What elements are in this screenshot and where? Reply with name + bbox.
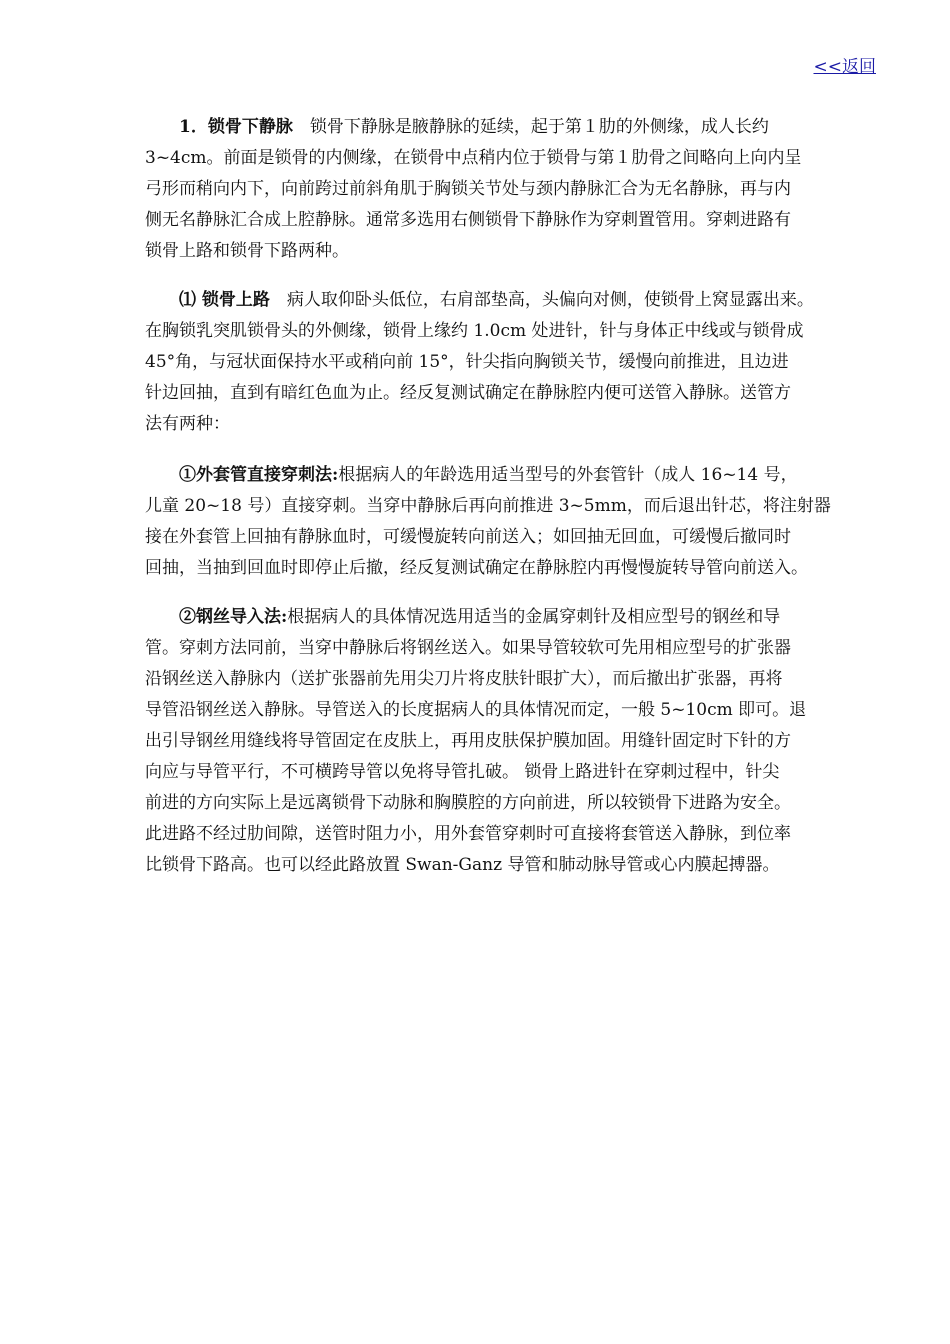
para-line: 管。穿刺方法同前，当穿中静脉后将钢丝送入。如果导管较软可先用相应型号的扩张器	[145, 638, 791, 658]
para-line	[145, 602, 877, 633]
para-line: 在胸锁乳突肌锁骨头的外侧缘，锁骨上缘约 1.0cm 处进针，针与身体正中线或与锁骨成	[145, 321, 804, 341]
para-line: 回抽，当抽到回血时即停止后撤，经反复测试确定在静脉腔内再慢慢旋转导管向前送入。	[145, 558, 808, 578]
para-line: 接在外套管上回抽有静脉血时，可缓慢旋转向前送入；如回抽无回血，可缓慢后撤同时	[145, 527, 791, 547]
para-line: 儿童 20~18 号）直接穿刺。当穿中静脉后再向前推进 3~5mm，而后退出针芯，将注射器	[145, 496, 831, 516]
para-line: 沿钢丝送入静脉内（送扩张器前先用尖刀片将皮肤针眼扩大），而后撤出扩张器，再将	[145, 669, 783, 689]
para-line	[145, 460, 877, 491]
para-line: 弓形而稍向内下，向前跨过前斜角肌于胸锁关节处与颈内静脉汇合为无名静脉，再与内	[145, 179, 791, 199]
back-link[interactable]: <<返回	[813, 57, 876, 77]
para-line: 出引导钢丝用缝线将导管固定在皮肤上，再用皮肤保护膜加固。用缝针固定时下针的方	[145, 731, 791, 751]
para-line: 导管沿钢丝送入静脉。导管送入的长度据病人的具体情况而定，一般 5~10cm 即可。退	[145, 700, 807, 720]
section-outer-cannula-method	[145, 460, 877, 584]
section-supraclavicular-route	[145, 285, 877, 440]
section-heading: ②钢丝导入法:	[179, 607, 288, 627]
para-line	[145, 285, 877, 316]
para-line: 45°角，与冠状面保持水平或稍向前 15°，针尖指向胸锁关节，缓慢向前推进，且边进	[145, 352, 789, 372]
para-text: 病人取仰卧头低位，右肩部垫高，头偏向对侧，使锁骨上窝显露出来。	[269, 290, 814, 310]
para-line: 前进的方向实际上是远离锁骨下动脉和胸膜腔的方向前进，所以较锁骨下进路为安全。	[145, 793, 791, 813]
section-heading: 1．锁骨下静脉	[179, 117, 293, 137]
section-heading: ①外套管直接穿刺法:	[179, 465, 339, 485]
para-line: 向应与导管平行，不可横跨导管以免将导管扎破。 锁骨上路进针在穿刺过程中，针尖	[145, 762, 780, 782]
para-text: 根据病人的具体情况选用适当的金属穿刺针及相应型号的钢丝和导	[287, 607, 781, 627]
para-line: 侧无名静脉汇合成上腔静脉。通常多选用右侧锁骨下静脉作为穿刺置管用。穿刺进路有	[145, 210, 791, 230]
para-text: 锁骨下静脉是腋静脉的延续，起于第１肋的外侧缘，成人长约	[292, 117, 769, 137]
para-line: 3~4cm。前面是锁骨的内侧缘，在锁骨中点稍内位于锁骨与第１肋骨之间略向上向内呈	[145, 148, 802, 168]
para-line: 法有两种：	[145, 414, 230, 434]
para-line: 比锁骨下路高。也可以经此路放置 Swan-Ganz 导管和肺动脉导管或心内膜起搏器。	[145, 855, 780, 875]
para-line	[145, 112, 877, 143]
para-text: 根据病人的年龄选用适当型号的外套管针（成人 16~14 号，	[338, 465, 798, 485]
para-line: 此进路不经过肋间隙，送管时阻力小，用外套管穿刺时可直接将套管送入静脉，到位率	[145, 824, 791, 844]
para-line: 针边回抽，直到有暗红色血为止。经反复测试确定在静脉腔内便可送管入静脉。送管方	[145, 383, 791, 403]
document-body	[145, 112, 877, 881]
section-subclavian-vein	[145, 112, 877, 267]
section-heading: ⑴ 锁骨上路	[179, 290, 270, 310]
section-guidewire-method	[145, 602, 877, 881]
para-line: 锁骨上路和锁骨下路两种。	[145, 241, 349, 261]
